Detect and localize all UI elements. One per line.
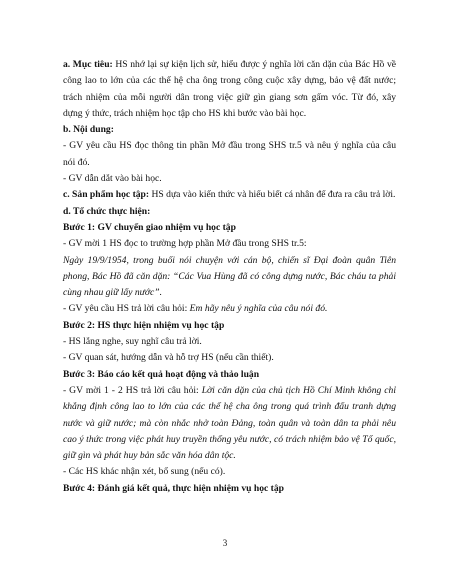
step2-heading: Bước 2: HS thực hiện nhiệm vụ học tập (63, 319, 225, 331)
page-number: 3 (222, 538, 228, 548)
goal-paragraph (63, 57, 396, 122)
product-label: c. Sản phẩm học tập: (63, 189, 150, 201)
content-heading: b. Nội dung: (63, 124, 114, 136)
product-paragraph (63, 187, 396, 203)
step1-line2 (63, 301, 396, 317)
step1-line1: - GV mời 1 HS đọc to trường hợp phần Mở đầu trong SHS tr.5: (63, 238, 307, 250)
step2-line1: - HS lắng nghe, suy nghĩ câu trả lời. (63, 336, 202, 348)
step3-paragraph (63, 383, 396, 464)
step3-answer: Lời căn dặn của chủ tịch Hồ Chí Minh không chỉ khẳng định công lao to lớn của các thế hệ cha ông trong quá trình đấu tranh dựng nước và giữ nước; mà còn nhắc nhở toàn Đảng, toàn quân và toàn dân ta phải nêu cao ý thức trong việc phát huy truyền thống yêu nước, có trách nhiệm bảo vệ Tổ quốc, giữ gìn và phát huy bản sắc văn hóa dân tộc. (63, 384, 396, 462)
step3-prefix: - GV mời 1 - 2 HS trả lời câu hỏi: (63, 384, 202, 396)
org-heading: d. Tổ chức thực hiện: (63, 205, 151, 217)
product-text: HS dựa vào kiến thức và hiểu biết cá nhân để đưa ra câu trả lời. (149, 189, 396, 201)
goal-label: a. Mục tiêu: (63, 59, 113, 70)
step1-heading: Bước 1: GV chuyển giao nhiệm vụ học tập (63, 221, 236, 233)
step1-quote: Ngày 19/9/1954, trong buổi nói chuyện với cán bộ, chiến sĩ Đại đoàn quân Tiên phong, Bác Hồ đã căn dặn: “Các Vua Hùng đã có công dựng nước, Bác cháu ta phải cùng nhau giữ lấy nước”. (63, 254, 396, 299)
step4-heading: Bước 4: Đánh giá kết quả, thực hiện nhiệm vụ học tập (63, 482, 284, 494)
step3-line2: - Các HS khác nhận xét, bổ sung (nếu có). (63, 466, 226, 478)
content-item-1: - GV yêu cầu HS đọc thông tin phần Mở đầu trong SHS tr.5 và nêu ý nghĩa của câu nói đó. (63, 140, 396, 168)
document-body (63, 57, 396, 497)
step3-heading: Bước 3: Báo cáo kết quả hoạt động và thảo luận (63, 368, 260, 380)
step1-line2-prefix: - GV yêu cầu HS trả lời câu hỏi: (63, 303, 190, 315)
step1-line2-question: Em hãy nêu ý nghĩa của câu nói đó. (189, 303, 328, 315)
goal-text: HS nhớ lại sự kiện lịch sử, hiểu được ý nghĩa lời căn dặn của Bác Hồ về công lao to lớn của các thế hệ cha ông trong công cuộc xây dựng, bảo vệ đất nước; trách nhiệm của mỗi người dân trong việc giữ gìn giang sơn gấm vóc. Từ đó, xây dựng ý thức, trách nhiệm học tập cho HS khi bước vào bài học. (63, 59, 396, 119)
content-item-2: - GV dẫn dắt vào bài học. (63, 173, 162, 185)
step2-line2: - GV quan sát, hướng dẫn và hỗ trợ HS (nếu cần thiết). (63, 352, 274, 364)
